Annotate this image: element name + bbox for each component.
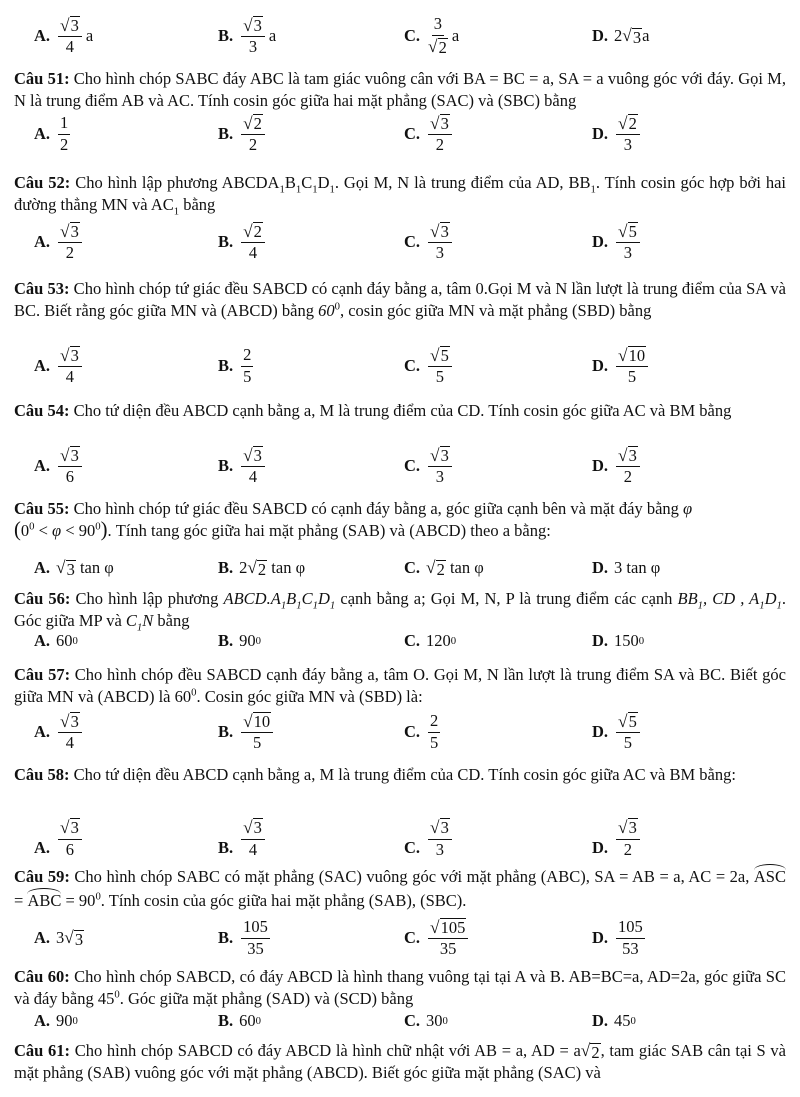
option-d: D. 2 √ 3 a bbox=[592, 26, 650, 47]
question-60: Câu 60: Cho hình chóp SABCD, có đáy ABCD là hình thang vuông tại tại A và B. AB=BC=a, AD=2a, góc giữa SC và đáy bằng $45^0$. Góc giữa mặt phẳng (SAD) và (SCD) bằng bbox=[14, 967, 786, 1008]
options-row-prev bbox=[0, 16, 800, 56]
options-row-51: A. $\frac{1}{2}$ B. √ 2 2 C. √ 3 2 D. √ 2 3 bbox=[0, 114, 800, 154]
question-57: Câu 57: Cho hình chóp đều SABCD cạnh đáy bằng a, tâm O. Gọi M, N lần lượt là trung điểm SA và BC. Biết góc giữa MN và (ABCD) là $60^0$. Cosin góc giữa MN và (SBD) là: bbox=[14, 665, 786, 706]
options-row-57: A. √ 3 4 B. √ 10 5 C. $\frac{2}{5}$ D. √ 5 5 bbox=[0, 712, 800, 752]
option-c: C. 3 √ 2 a bbox=[404, 14, 460, 57]
option-a: A. √ 3 4 a bbox=[34, 15, 94, 57]
options-row-56: A. 60 0 B. 90 0 C. 120 0 D. 150 0 bbox=[34, 631, 645, 650]
question-55: Câu 55: Cho hình chóp tứ giác đều SABCD có cạnh đáy bằng a, góc giữa cạnh bên và mặt đáy bằng φ $(0^0 < \varphi < 90^0)$. Tính tang góc giữa hai mặt phẳng (SAB) và (ABCD) theo a bằng: bbox=[14, 499, 693, 541]
question-61: Câu 61: Cho hình chóp SABCD có đáy ABCD là hình chữ nhật với AB = a, AD = a √ 2 , tam giác SAB cân tại S và mặt phẳng (SAB) vuông góc với mặt phẳng (ABCD). Biết góc giữa mặt phẳng (SAC) và bbox=[14, 1041, 786, 1082]
question-58: Câu 58: Cho tứ diện đều ABCD cạnh bằng a, M là trung điểm của CD. Tính cosin góc giữa AC và BM bằng: bbox=[14, 765, 736, 784]
options-row-53: A. √ 3 4 B. $\frac{2}{5}$ C. √ 5 5 D. √ 10 5 bbox=[0, 346, 800, 386]
options-row-55: A. √ 3 tan φ B. 2 √ 2 tan φ C. √ 2 tan φ D. 3 tan φ bbox=[34, 558, 661, 579]
option-b: B. √ 3 3 a bbox=[218, 15, 277, 57]
options-row-54: A. √ 3 6 B. √ 3 4 C. √ 3 3 D. √ 3 2 bbox=[0, 446, 800, 486]
options-row-60: A. 90 0 B. 60 0 C. 30 0 D. 45 0 bbox=[34, 1011, 636, 1030]
question-54: Câu 54: Cho tứ diện đều ABCD cạnh bằng a, M là trung điểm của CD. Tính cosin góc giữa AC và BM bằng bbox=[14, 401, 732, 420]
question-51: Câu 51: Cho hình chóp SABC đáy ABC là tam giác vuông cân với BA = BC = a, SA = a vuông góc với đáy. Gọi M, N là trung điểm AB và AC. Tính cosin góc giữa hai mặt phẳng (SAC) và (SBC) bằng bbox=[14, 69, 786, 110]
question-52: Câu 52: Cho hình lập phương $ABCDA_1B_1C_1D_1$. Gọi M, N là trung điểm của AD, $BB_1$. Tính cosin góc hợp bởi hai đường thẳng MN và $AC_1$ bằng bbox=[14, 173, 787, 217]
options-row-58: A. √ 3 6 B. √ 3 4 C. √ 3 3 D. √ 3 2 bbox=[0, 808, 800, 858]
question-59: Câu 59: Cho hình chóp SABC có mặt phẳng (SAC) vuông góc với mặt phẳng (ABC), SA = AB = a, AC = 2a, ASC = ABC = $90^0$. Tính cosin của góc giữa hai mặt phẳng (SAB), (SBC). bbox=[14, 864, 786, 911]
question-56: Câu 56: Cho hình lập phương $ABCD.A_1B_1C_1D_1$ cạnh bằng a; Gọi M, N, P là trung điểm các cạnh $BB_1$, CD , $A_1D_1$. Góc giữa MP và $C_1N$ bằng bbox=[14, 589, 786, 633]
options-row-52: A. √ 3 2 B. √ 2 4 C. √ 3 3 D. √ 5 3 bbox=[0, 222, 800, 262]
options-row-59: A. 3 √ 3 B. $\frac{105}{35}$ C. √ 105 35 D. $\frac{105}{53}$ bbox=[34, 917, 643, 959]
question-53: Câu 53: Cho hình chóp tứ giác đều SABCD có cạnh đáy bằng a, tâm 0.Gọi M và N lần lượt là trung điểm của SA và BC. Biết rằng góc giữa MN và (ABCD) bằng $60^0$, cosin góc giữa MN và mặt phẳng (SBD) bằng bbox=[14, 279, 786, 320]
